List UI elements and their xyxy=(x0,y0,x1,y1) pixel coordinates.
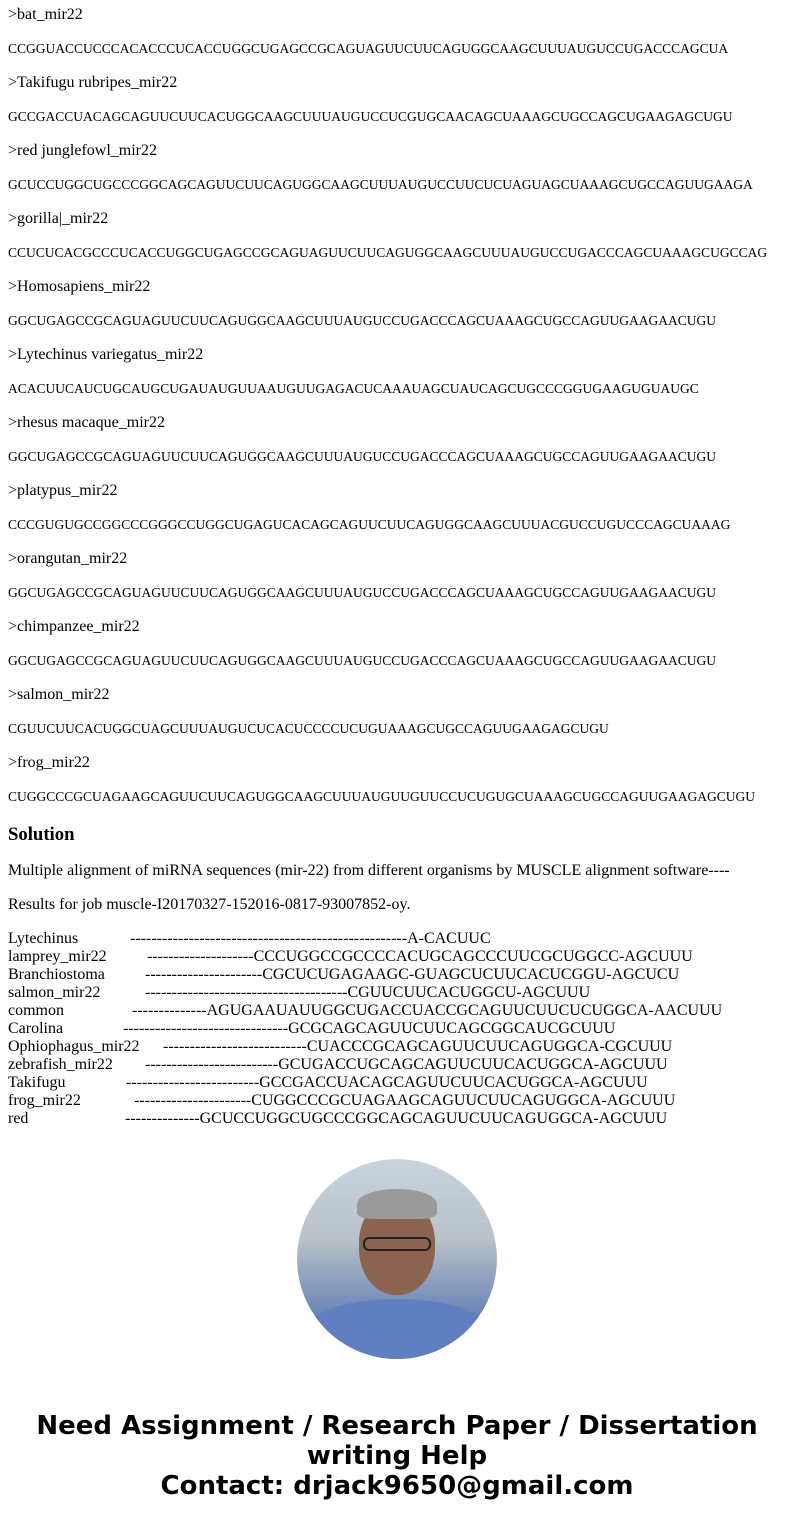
author-photo xyxy=(297,1159,497,1359)
alignment-sequence: --------------AGUGAAUAUUGGCUGACCUACCGCAGUUCUUCUCUGGCA-AACUUU xyxy=(132,1002,723,1019)
alignment-name: Ophiophagus_mir22 xyxy=(8,1038,140,1055)
solution-intro: Multiple alignment of miRNA sequences (mir-22) from different organisms by MUSCLE alignment software---- xyxy=(8,862,730,879)
alignment-sequence: --------------GCUCCUGGCUGCCCGGCAGCAGUUCUUCAGUGGCA-AGCUUU xyxy=(125,1110,668,1127)
sequence-text: GGCUGAGCCGCAGUAGUUCUUCAGUGGCAAGCUUUAUGUCCUGACCCAGCUAAAGCUGCCAGUUGAAGAACUGU xyxy=(8,585,717,600)
promo-footer xyxy=(0,1159,794,1501)
sequence-text: CCUCUCACGCCCUCACCUGGCUGAGCCGCAGUAGUUCUUCAGUGGCAAGCUUUAUGUCCUGACCCAGCUAAAGCUGCCAG xyxy=(8,245,768,260)
sequence-label: >red junglefowl_mir22 xyxy=(8,142,157,159)
alignment-row xyxy=(8,1038,786,1056)
alignment-row xyxy=(8,1002,786,1020)
alignment-name: common xyxy=(8,1002,64,1019)
alignment-row xyxy=(8,1110,786,1128)
sequence-label: >Takifugu rubripes_mir22 xyxy=(8,74,178,91)
fasta-sequence-list xyxy=(8,6,786,806)
alignment-sequence: --------------------------------------CGUUCUUCACUGGCU-AGCUUU xyxy=(145,984,591,1001)
sequence-label: >platypus_mir22 xyxy=(8,482,118,499)
sequence-text: ACACUUCAUCUGCAUGCUGAUAUGUUAAUGUUGAGACUCAAAUAGCUAUCAGCUGCCCGGUGAAGUGUAUGC xyxy=(8,381,699,396)
solution-heading: Solution xyxy=(8,824,75,845)
help-line-1: Need Assignment / Research Paper / Dissertation xyxy=(36,1411,758,1441)
sequence-text: GGCUGAGCCGCAGUAGUUCUUCAGUGGCAAGCUUUAUGUCCUGACCCAGCUAAAGCUGCCAGUUGAAGAACUGU xyxy=(8,653,717,668)
alignment-row xyxy=(8,966,786,984)
alignment-row xyxy=(8,1020,786,1038)
sequence-label: >chimpanzee_mir22 xyxy=(8,618,140,635)
sequence-text: CUGGCCCGCUAGAAGCAGUUCUUCAGUGGCAAGCUUUAUGUUGUUCCUCUGUGCUAAAGCUGCCAGUUGAAGAGCUGU xyxy=(8,789,756,804)
sequence-text: GGCUGAGCCGCAGUAGUUCUUCAGUGGCAAGCUUUAUGUCCUGACCCAGCUAAAGCUGCCAGUUGAAGAACUGU xyxy=(8,449,717,464)
sequence-text: GCCGACCUACAGCAGUUCUUCACUGGCAAGCUUUAUGUCCUCGUGCAACAGCUAAAGCUGCCAGCUGAAGAGCUGU xyxy=(8,109,733,124)
sequence-text: CCCGUGUGCCGGCCCGGGCCUGGCUGAGUCACAGCAGUUCUUCAGUGGCAAGCUUUACGUCCUGUCCCAGCUAAAG xyxy=(8,517,731,532)
alignment-row xyxy=(8,930,786,948)
alignment-name: Lytechinus xyxy=(8,930,79,947)
alignment-name: zebrafish_mir22 xyxy=(8,1056,113,1073)
alignment-name: Takifugu xyxy=(8,1074,66,1091)
help-line-2: writing Help xyxy=(306,1441,488,1471)
alignment-row xyxy=(8,1074,786,1092)
sequence-label: >Homosapiens_mir22 xyxy=(8,278,151,295)
alignment-block xyxy=(8,930,786,1128)
alignment-sequence: -------------------------GCUGACCUGCAGCAGUUCUUCACUGGCA-AGCUUU xyxy=(145,1056,668,1073)
alignment-name: lamprey_mir22 xyxy=(8,948,107,965)
alignment-sequence: ----------------------CGCUCUGAGAAGC-GUAGCUCUUCACUCGGU-AGCUCU xyxy=(145,966,680,983)
alignment-sequence: -------------------------GCCGACCUACAGCAGUUCUUCACUGGCA-AGCUUU xyxy=(126,1074,648,1091)
alignment-sequence: ---------------------------CUACCCGCAGCAGUUCUUCAGUGGCA-CGCUUU xyxy=(163,1038,673,1055)
sequence-label: >orangutan_mir22 xyxy=(8,550,128,567)
sequence-label: >gorilla|_mir22 xyxy=(8,210,109,227)
sequence-label: >Lytechinus variegatus_mir22 xyxy=(8,346,204,363)
alignment-row xyxy=(8,1056,786,1074)
alignment-name: Branchiostoma xyxy=(8,966,105,983)
sequence-label: >salmon_mir22 xyxy=(8,686,110,703)
alignment-name: frog_mir22 xyxy=(8,1092,81,1109)
alignment-row xyxy=(8,984,786,1002)
alignment-row xyxy=(8,948,786,966)
alignment-name: Carolina xyxy=(8,1020,64,1037)
alignment-sequence: --------------------CCCUGGCCGCCCCACUGCAGCCCUUCGCUGGCC-AGCUUU xyxy=(147,948,693,965)
alignment-sequence: ----------------------CUGGCCCGCUAGAAGCAGUUCUUCAGUGGCA-AGCUUU xyxy=(134,1092,676,1109)
sequence-text: GCUCCUGGCUGCCCGGCAGCAGUUCUUCAGUGGCAAGCUUUAUGUCCUUCUCUAGUAGCUAAAGCUGCCAGUUGAAGA xyxy=(8,177,753,192)
sequence-label: >bat_mir22 xyxy=(8,6,83,23)
sequence-text: GGCUGAGCCGCAGUAGUUCUUCAGUGGCAAGCUUUAUGUCCUGACCCAGCUAAAGCUGCCAGUUGAAGAACUGU xyxy=(8,313,717,328)
sequence-label: >frog_mir22 xyxy=(8,754,90,771)
contact-line[interactable]: Contact: drjack9650@gmail.com xyxy=(160,1471,634,1501)
job-id-text: Results for job muscle-I20170327-152016-0817-93007852-oy. xyxy=(8,896,411,913)
sequence-text: CGUUCUUCACUGGCUAGCUUUAUGUCUCACUCCCCUCUGUAAAGCUGCCAGUUGAAGAGCUGU xyxy=(8,721,609,736)
alignment-row xyxy=(8,1092,786,1110)
help-banner xyxy=(0,1411,794,1501)
document-body xyxy=(0,6,794,1128)
alignment-sequence: -------------------------------GCGCAGCAGUUCUUCAGCGGCAUCGCUUU xyxy=(123,1020,616,1037)
alignment-name: red xyxy=(8,1110,29,1127)
alignment-name: salmon_mir22 xyxy=(8,984,101,1001)
sequence-label: >rhesus macaque_mir22 xyxy=(8,414,165,431)
sequence-text: CCGGUACCUCCCACACCCUCACCUGGCUGAGCCGCAGUAGUUCUUCAGUGGCAAGCUUUAUGUCCUGACCCAGCUA xyxy=(8,41,729,56)
alignment-sequence: ----------------------------------------------------A-CACUUC xyxy=(130,930,491,947)
